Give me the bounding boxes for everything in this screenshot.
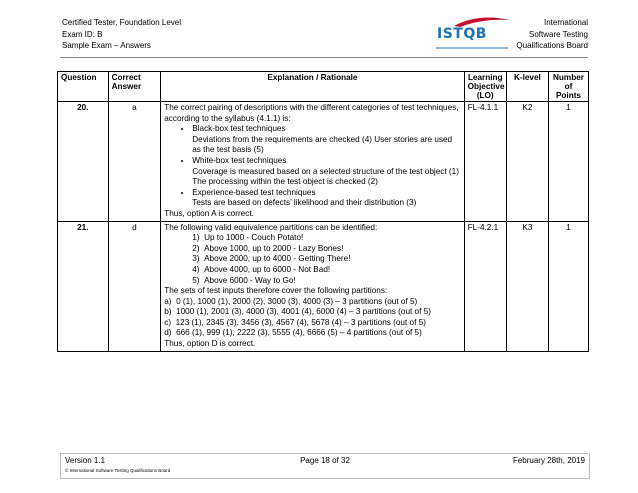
option-analysis: c) 123 (1), 2345 (3), 3456 (3), 4567 (4), 5678 (4) – 3 partitions (out of 5) (164, 317, 426, 327)
header-divider (60, 57, 588, 58)
footer-copyright: © International Software Testing Qualifications Board (65, 468, 171, 473)
page-footer (60, 454, 590, 479)
header-question: Question (58, 72, 109, 102)
partition-item: 2) Above 1000, up to 2000 - Lazy Bones! (192, 243, 344, 253)
header-line-certification: Certified Tester, Foundation Level (62, 18, 182, 27)
option-analysis: d) 666 (1), 999 (1), 2222 (3), 5555 (4), 6666 (5) – 4 partitions (out of 5) (164, 328, 422, 338)
header-correct-answer: Correct Answer (108, 72, 161, 102)
header-explanation: Explanation / Rationale (161, 72, 464, 102)
header-k-level: K-level (506, 72, 548, 102)
option-analysis: b) 1000 (1), 2001 (3), 4000 (3), 4001 (4), 6000 (4) – 3 partitions (out of 5) (164, 307, 431, 317)
answers-table (57, 71, 589, 352)
explanation-intro: The correct pairing of descriptions with the different categories of test techniques, according to the syllabus (4.1.1) is: (164, 103, 459, 123)
header-points: Number of Points (548, 72, 588, 102)
question-number: 20. (58, 102, 109, 222)
learning-objective: FL-4.2.1 (464, 221, 506, 351)
correct-answer: a (108, 102, 161, 222)
correct-answer: d (108, 221, 161, 351)
technique-list (164, 188, 460, 199)
technique-description: Coverage is measured based on a selected structure of the test object (1) The processing within the test object is checked (2) (192, 166, 459, 187)
partition-item: 1) Up to 1000 - Couch Potato! (192, 233, 304, 243)
explanation-cell (161, 102, 464, 222)
technique-title: • Experience-based test techniques (192, 188, 460, 199)
header-learning-objective: Learning Objective (LO) (464, 72, 506, 102)
technique-title: • White-box test techniques (192, 156, 460, 167)
istqb-logo (432, 14, 512, 56)
technique-list (164, 156, 460, 167)
footer-page-number: Page 18 of 32 (300, 456, 350, 465)
table-row (58, 102, 589, 222)
k-level: K3 (506, 221, 548, 351)
k-level: K2 (506, 102, 548, 222)
technique-list (164, 124, 460, 135)
technique-title: • Black-box test techniques (192, 124, 460, 135)
partition-item: 3) Above 2000, up to 4000 - Getting There! (192, 254, 351, 264)
explanation-cell (161, 221, 464, 351)
page-header (0, 0, 638, 60)
logo-text: ISTQB (437, 26, 487, 42)
technique-description: Tests are based on defects’ likelihood and their distribution (3) (192, 198, 417, 208)
header-right-block (516, 17, 588, 52)
technique-description: Deviations from the requirements are checked (4) User stories are used as the test basis (5) (192, 134, 453, 155)
explanation-intro: The following valid equivalence partitions can be identified: (164, 222, 378, 232)
footer-date: February 28th, 2019 (512, 456, 585, 465)
table-header-row (58, 72, 589, 102)
points: 1 (548, 221, 588, 351)
explanation-middle: The sets of test inputs therefore cover the following partitions: (164, 286, 388, 296)
footer-version: Version 1.1 (65, 456, 106, 465)
question-number: 21. (58, 221, 109, 351)
option-analysis: a) 0 (1), 1000 (1), 2000 (2), 3000 (3), 4000 (3) – 3 partitions (out of 5) (164, 296, 418, 306)
points: 1 (548, 102, 588, 222)
header-line-exam-id: Exam ID: B (62, 29, 103, 39)
header-line-qualifications-board: Qualifications Board (516, 41, 588, 50)
table-row (58, 221, 589, 351)
explanation-conclusion: Thus, option A is correct. (164, 208, 254, 218)
header-line-software-testing: Software Testing (529, 29, 588, 39)
header-line-international: International (543, 18, 588, 27)
partition-item: 4) Above 4000, up to 6000 - Not Bad! (192, 264, 331, 274)
header-left-block (62, 17, 181, 52)
explanation-conclusion: Thus, option D is correct. (164, 339, 256, 349)
header-line-document-type: Sample Exam – Answers (62, 41, 151, 50)
learning-objective: FL-4.1.1 (464, 102, 506, 222)
partition-item: 5) Above 6000 - Way to Go! (192, 275, 296, 285)
